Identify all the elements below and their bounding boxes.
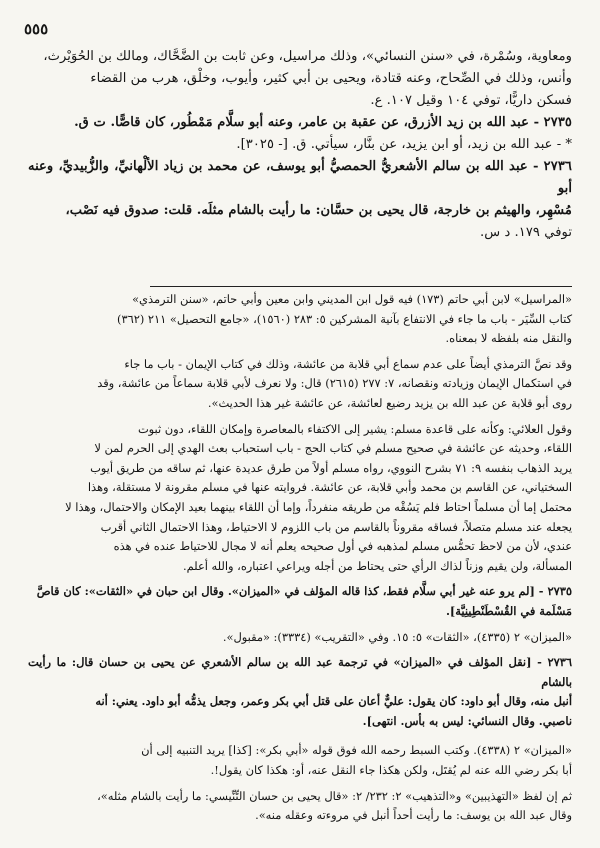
note-entry-2736: ٢٧٣٦ - [نقل المؤلف في «الميزان» في ترجمة عبد الله بن سالم الأشعري عن يحيى بن حسان قال: ما رأيت بالشام [28,655,572,689]
entry-2736: ٢٧٣٦ - عبد الله بن سالم الأشعريُّ الحمصيُّ أبو يوسف، عن محمد بن زياد الألْهانيِّ، والزُّبيديِّ، وعنه أبو [28,159,572,196]
note-entry-2735: ٢٧٣٥ - [لم يرو عنه غير أبي سلَّام فقط، كذا قاله المؤلف في «الميزان». وقال ابن حبان في «الثقات»: كان قاصَّ [36,584,572,599]
note-line: يجعله عند مسلم متصلاً، فساقه مقروناً بالقاسم من باب اللزوم لا الاحتياط، وهذا الاحتمال الثاني أقرب [100,519,572,534]
note-line: ثم إن لفظ «التهذيبين» و«التذهيب» ٢: ٢٣٢/ ٢: «قال يحيى بن حسان التِّنِّيسي: ما رأيت بالشام مثله»، [97,788,572,803]
note-line: والنقل منه بلفظه لا بمعناه. [445,331,572,346]
note-reference: «الميزان» ٢ (٤٣٣٥)، «الثقات» ٥: ١٥. وفي «التقريب» (٣٣٣٤): «مقبول». [222,629,572,644]
note-line: محتمل إما أن مسلماً احتاط فلم يَسُقْه من طريقه منفرداً، وإما أن اللقاء بينهما بعيد الإمكان والاحتمال، وهذا لا [65,499,572,514]
body-line: مُسْهِر، والهيثم بن خارجة، قال يحيى بن حسَّان: ما رأيت بالشام مثلَه. قلت: صدوق فيه نَصْب، [65,203,572,218]
note-line: روى أبو قلابة عن عبد الله بن يزيد رضيع لعائشة، عن عائشة غير هذا الحديث». [207,395,572,410]
note-line: السختياني، عن القاسم بن محمد وأبي قلابة، عن عائشة. فروايته عنها في مسلم مقرونة لا مستقلة، وهذا [87,480,572,495]
note-line: «المراسيل» لابن أبي حاتم (١٧٣) فيه قول ابن المديني وابن معين وأبي حاتم، «سنن الترمذي» [132,292,572,306]
main-text [28,46,572,244]
entry-2735: ٢٧٣٥ - عبد الله بن زيد الأزرق، عن عقبة بن عامر، وعنه أبو سلَّام مَمْطُور، كان قاصًّا. ت ق. [74,115,572,130]
note-line: في استكمال الإيمان وزيادته ونقصانه، ٧: ٢٧٧ (٢٦١٥) قال: ولا نعرف لأبي قلابة سماعاً من عائشة، وقد [97,376,572,391]
note-line: عندي، لأن من لاحظ تحمُّس مسلم لمذهبه في أول صحيحه يعلم أنه لا مجال للاحتياط عنده في هذه [113,539,572,554]
note-line: أبا بكر رضي الله عنه لم يُقتَل، ولكن هكذا جاء النقل عنه، أو: هكذا كان يقول!. [210,763,572,778]
body-line: وأنس، وذلك في الصِّحاح، وعنه قتادة، ويحيى بن أبي كثير، وأيوب، وخلْق، هرب من القضاء [90,71,572,86]
note-line: كتاب السِّيَر - باب ما جاء في الانتفاع بآنية المشركين ٥: ٢٨٣ (١٥٦٠)، «جامع التحصيل» ٢١١ (٣٦٢) [117,311,572,326]
cross-reference-entry: * - عبد الله بن زيد، أو ابن يزيد، عن بنَّار، سيأتي. ق. [- ٣٠٢٥]. [236,137,572,152]
note-line: اللقاء، وحديثه عن عائشة في صحيح مسلم في كتاب الحج - باب استحباب بعث الهدي إلى الحرم لمن لا [94,441,572,456]
footnotes [28,290,572,826]
note-line: يريد الذهاب بنفسه ٩: ٧١ بشرح النووي، رواه مسلم أولاً من طرق عديدة عنها، ثم ساقه من طريق أيوب [90,460,572,475]
body-line: ومعاوية، وسُمْرة، في «سنن النسائي»، وذلك مراسيل، وعن ثابت بن الضَّحَّاك، ومالك بن الحُوَيْرث، [43,49,572,64]
note-line: المسألة، ولن يقيم وزناً لذاك الرأي حتى يحتاط من أجله ويراعي اعتباره، والله أعلم. [182,558,572,573]
page-number: ٥٥٥ [24,20,49,38]
note-line: أنبل منه، وقال أبو داود: كان يقول: عليٌّ أعان على قتل أبي بكر وعمر، وجعل يذمُّه أبو داود. يعني: أنه [95,694,572,709]
note-line: وقول العلائي: وكأنه على قاعدة مسلم: يشير إلى الاكتفاء بالمعاصرة وإمكان اللقاء، دون ثبوت [137,421,572,436]
note-line: ناصبي. وقال النسائي: ليس به بأس. انتهى]. [362,713,572,728]
footnote-divider [150,286,572,287]
note-line: وقال عبد الله بن يوسف: ما رأيت أحداً أنبل في مروءته وعقله منه». [255,808,572,823]
note-line: «الميزان» ٢ (٤٣٣٨). وكتب السبط رحمه الله فوق قوله «أبي بكر»: [كذا] يريد التنبيه إلى أن [141,743,572,758]
body-line: فسكن داريًّا، توفي ١٠٤ وقيل ١٠٧. ع. [370,93,572,108]
body-line: توفي ١٧٩. د س. [480,225,572,240]
note-line: مَسْلَمة في القُسْطَنْطِينِيَّة]. [445,603,572,618]
note-line: وقد نصَّ الترمذي أيضاً على عدم سماع أبي قلابة من عائشة، وذلك في كتاب الإيمان - باب ما جاء [124,356,572,371]
